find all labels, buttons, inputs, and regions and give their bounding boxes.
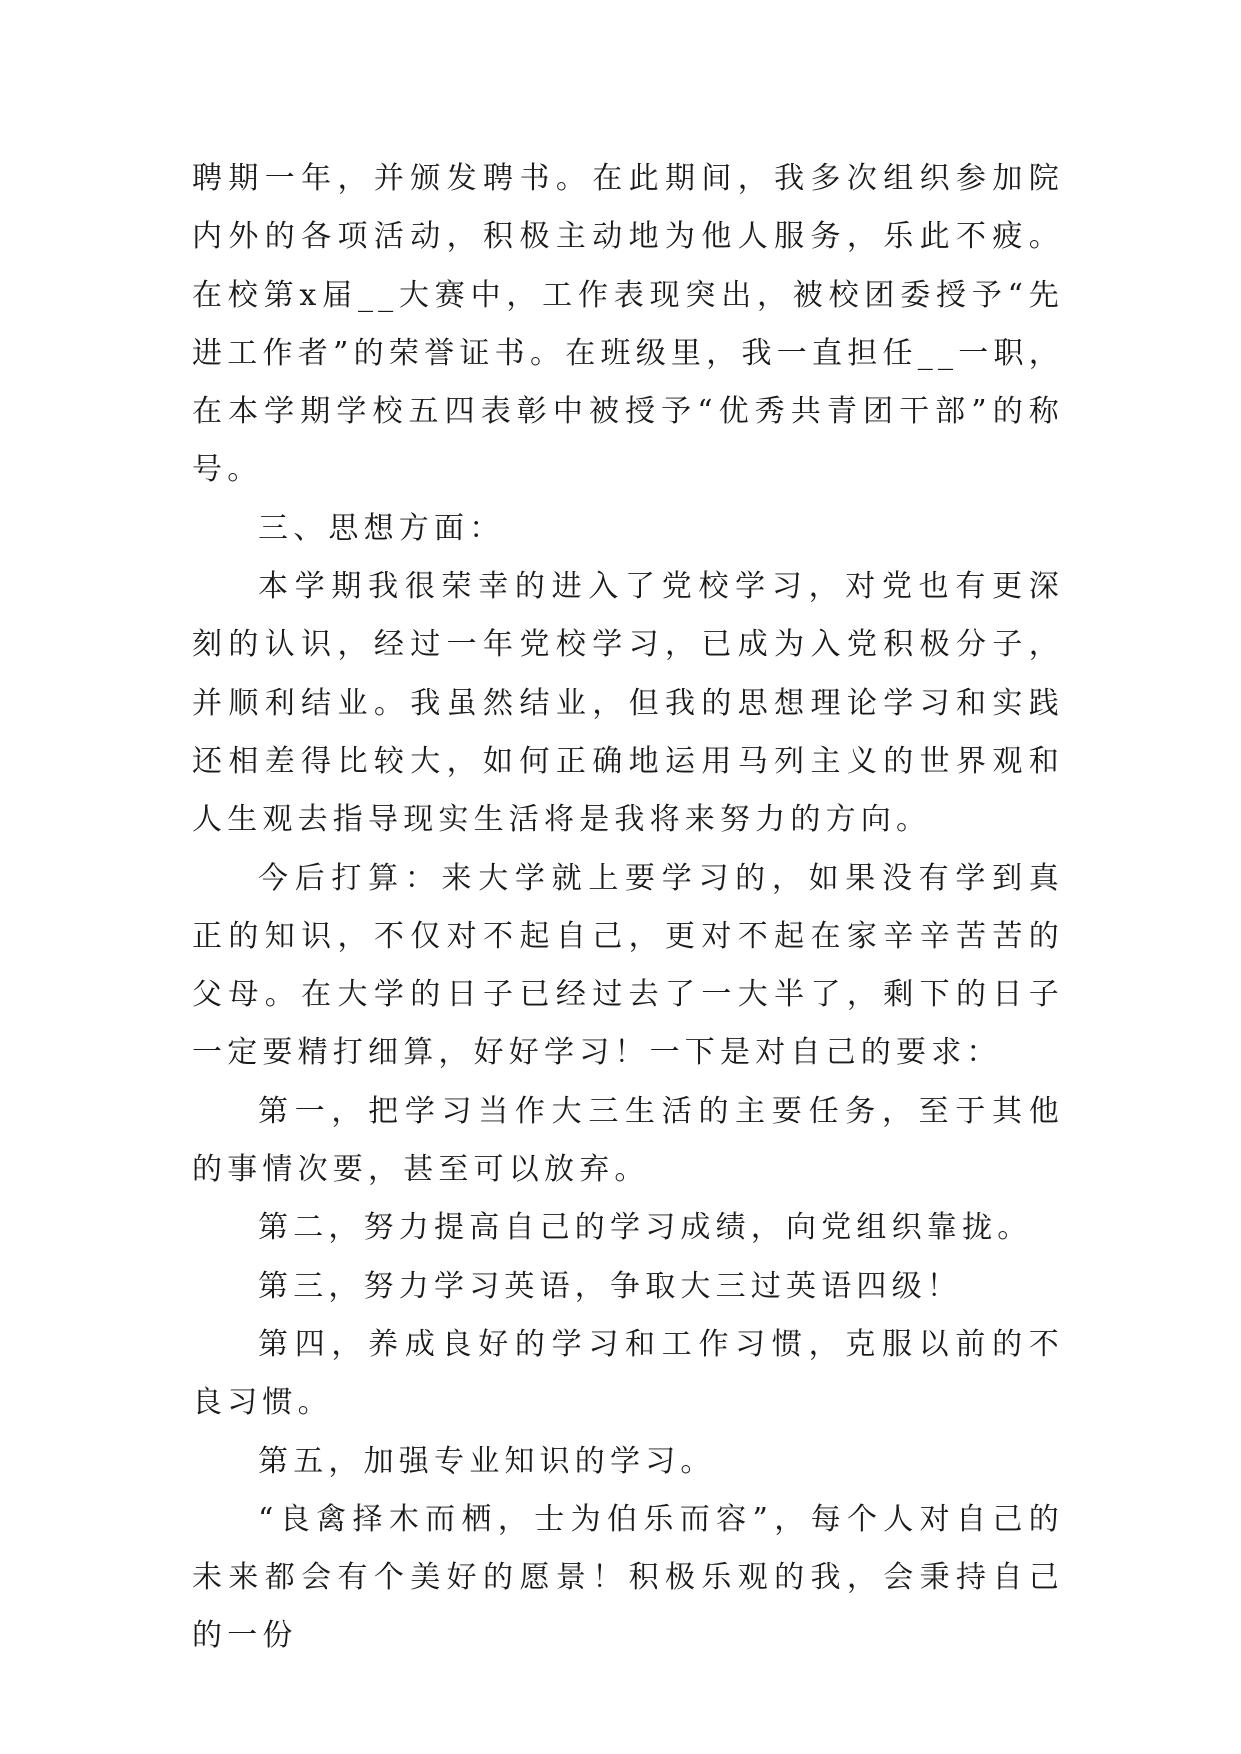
list-item-fifth: 第五，加强专业知识的学习。: [258, 1443, 716, 1479]
paragraph-party-school: 本学期我很荣幸的进入了党校学习，对党也有更深刻的认识，经过一年党校学习，已成为入党积极分子，并顺利结业。我虽然结业，但我的思想理论学习和实践还相差得比较大，如何正确地运用马列主义的世界观和人生观去指导现实生活将是我将来努力的方向。: [192, 569, 1064, 838]
paragraph-continued: 聘期一年，并颁发聘书。在此期间，我多次组织参加院内外的各项活动，积极主动地为他人服务，乐此不疲。在校第x届__大赛中，工作表现突出，被校团委授予“先进工作者”的荣誉证书。在班级里，我一直担任__一职，在本学期学校五四表彰中被授予“优秀共青团干部”的称号。: [192, 161, 1064, 488]
list-item-second: 第二，努力提高自己的学习成绩，向党组织靠拢。: [258, 1210, 1033, 1246]
section-heading-thought: 三、思想方面：: [258, 510, 505, 546]
list-item-first: 第一，把学习当作大三生活的主要任务，至于其他的事情次要，甚至可以放弃。: [192, 1093, 1064, 1188]
paragraph-closing: “良禽择木而栖，士为伯乐而容”，每个人对自己的未来都会有个美好的愿景！积极乐观的我，会秉持自己的一份: [192, 1501, 1064, 1654]
list-item-fourth: 第四，养成良好的学习和工作习惯，克服以前的不良习惯。: [192, 1326, 1064, 1421]
document-page: [192, 150, 1064, 1666]
list-item-third: 第三，努力学习英语，争取大三过英语四级！: [258, 1268, 962, 1304]
paragraph-future-plans: 今后打算：来大学就上要学习的，如果没有学到真正的知识，不仅对不起自己，更对不起在家辛辛苦苦的父母。在大学的日子已经过去了一大半了，剩下的日子一定要精打细算，好好学习！一下是对自己的要求：: [192, 860, 1064, 1071]
